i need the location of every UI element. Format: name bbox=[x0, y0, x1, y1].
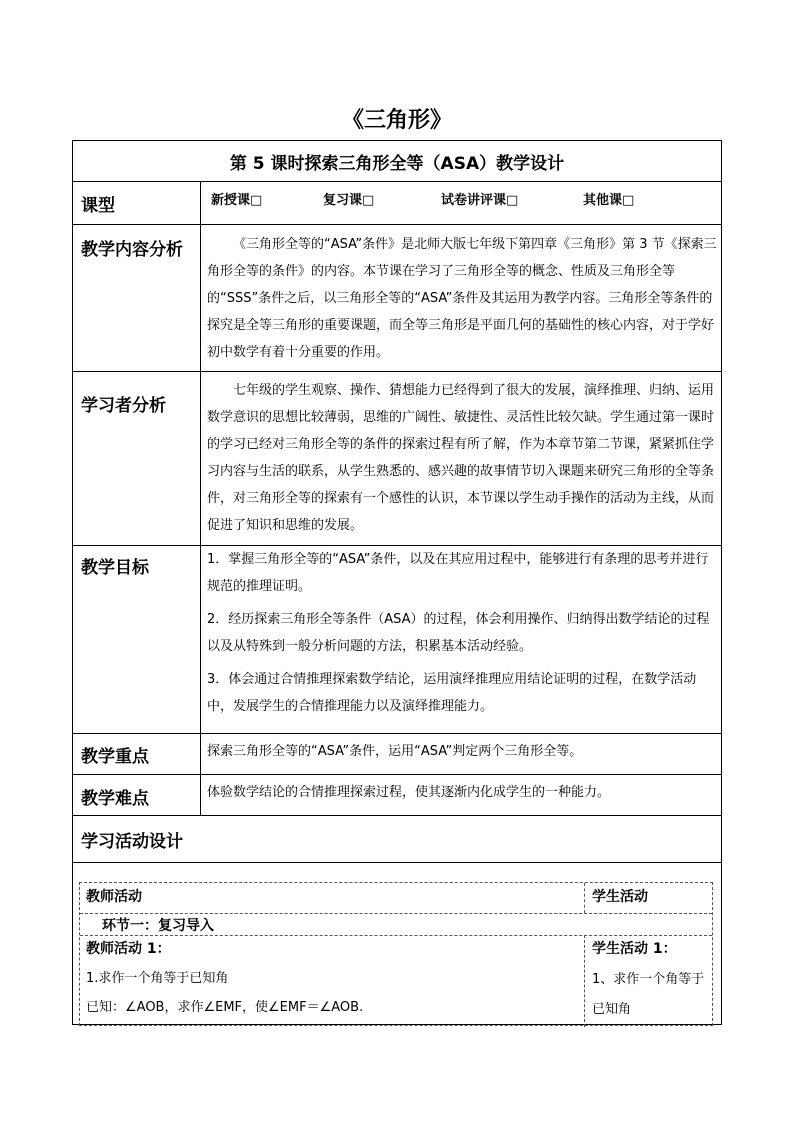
student-activity-1-text: 1、求作一个角等于已知角 bbox=[592, 972, 705, 1017]
activity-table bbox=[79, 882, 713, 1026]
row-divider bbox=[73, 815, 721, 816]
lesson-subtitle: 第 5 课时探索三角形全等（ASA）教学设计 bbox=[229, 154, 565, 174]
student-activity-1-title: 学生活动 1： bbox=[592, 941, 677, 957]
activity-column-divider bbox=[584, 883, 585, 913]
lesson-type-label: 课型 bbox=[81, 196, 115, 216]
row-divider bbox=[73, 862, 721, 863]
learner-analysis-label: 学习者分析 bbox=[81, 396, 166, 416]
teacher-activity-1-title: 教师活动 1： bbox=[86, 941, 171, 957]
objective-item: 1．掌握三角形全等的“ASA”条件，以及在其应用过程中，能够进行有条理的思考并进行规范的推理证明。 bbox=[207, 552, 709, 594]
objectives-label: 教学目标 bbox=[81, 558, 149, 578]
objectives-list bbox=[207, 546, 717, 720]
row-divider bbox=[73, 733, 721, 734]
key-point-label: 教学重点 bbox=[81, 747, 149, 767]
activity-design-label: 学习活动设计 bbox=[81, 832, 183, 852]
lesson-type-new[interactable]: 新授课□ bbox=[211, 193, 263, 208]
student-activity-header: 学生活动 bbox=[592, 889, 648, 905]
lesson-plan-table bbox=[72, 140, 722, 1025]
teacher-activity-header: 教师活动 bbox=[86, 889, 142, 905]
difficulty-label: 教学难点 bbox=[81, 789, 149, 809]
section-title: 环节一：复习导入 bbox=[102, 918, 214, 934]
row-divider bbox=[73, 774, 721, 775]
objective-item: 3．体会通过合情推理探索数学结论，运用演绎推理应用结论证明的过程，在数学活动中，发展学生的合情推理能力以及演绎推理能力。 bbox=[207, 672, 697, 714]
difficulty-text: 体验数学结论的合情推理探索过程，使其逐渐内化成学生的一种能力。 bbox=[207, 785, 611, 800]
key-point-text: 探索三角形全等的“ASA”条件，运用“ASA”判定两个三角形全等。 bbox=[207, 744, 583, 759]
row-divider bbox=[73, 224, 721, 225]
document-title: 《三角形》 bbox=[341, 107, 452, 133]
learner-analysis-text: 七年级的学生观察、操作、猜想能力已经得到了很大的发展，演绎推理、归纳、运用数学意识的思想比较薄弱，思维的广阔性、敏捷性、灵活性比较欠缺。学生通过第一课时的学习已经对三角形全等的条件的探索过程有所了解，作为本章节第二节课，紧紧抓住学习内容与生活的联系，从学生熟悉的、感兴趣的故事情节切入课题来研究三角形的全等条件，对三角形全等的探索有一个感性的认识，本节课以学生动手操作的活动为主线，从而促进了知识和思维的发展。 bbox=[207, 383, 715, 533]
content-analysis-text: 《三角形全等的“ASA”条件》是北师大版七年级下第四章《三角形》第 3 节《探索三角形全等的条件》的内容。本节课在学习了三角形全等的概念、性质及三角形全等的“SSS”条件之后，以三角形全等的“ASA”条件及其运用为教学内容。三角形全等条件的探究是全等三角形的重要课题，而全等三角形是平面几何的基础性的核心内容，对于学好初中数学有着十分重要的作用。 bbox=[207, 237, 717, 360]
lesson-type-exam-review[interactable]: 试卷讲评课□ bbox=[441, 193, 519, 208]
objective-item: 2．经历探索三角形全等条件（ASA）的过程，体会利用操作、归纳得出数学结论的过程以及从特殊到一般分析问题的方法，积累基本活动经验。 bbox=[207, 612, 710, 654]
row-divider bbox=[73, 371, 721, 372]
teacher-activity-1-line: 1.求作一个角等于已知角 bbox=[86, 971, 229, 986]
activity-row-divider bbox=[80, 913, 712, 914]
activity-column-divider bbox=[584, 935, 585, 1027]
content-analysis-label: 教学内容分析 bbox=[81, 240, 183, 260]
lesson-type-review[interactable]: 复习课□ bbox=[323, 193, 375, 208]
teacher-activity-1-line: 已知：∠AOB，求作∠EMF，使∠EMF＝∠AOB. bbox=[86, 1000, 364, 1015]
row-divider bbox=[73, 181, 721, 182]
activity-row-divider bbox=[80, 935, 712, 936]
column-divider bbox=[200, 181, 201, 815]
lesson-type-other[interactable]: 其他课□ bbox=[583, 193, 635, 208]
